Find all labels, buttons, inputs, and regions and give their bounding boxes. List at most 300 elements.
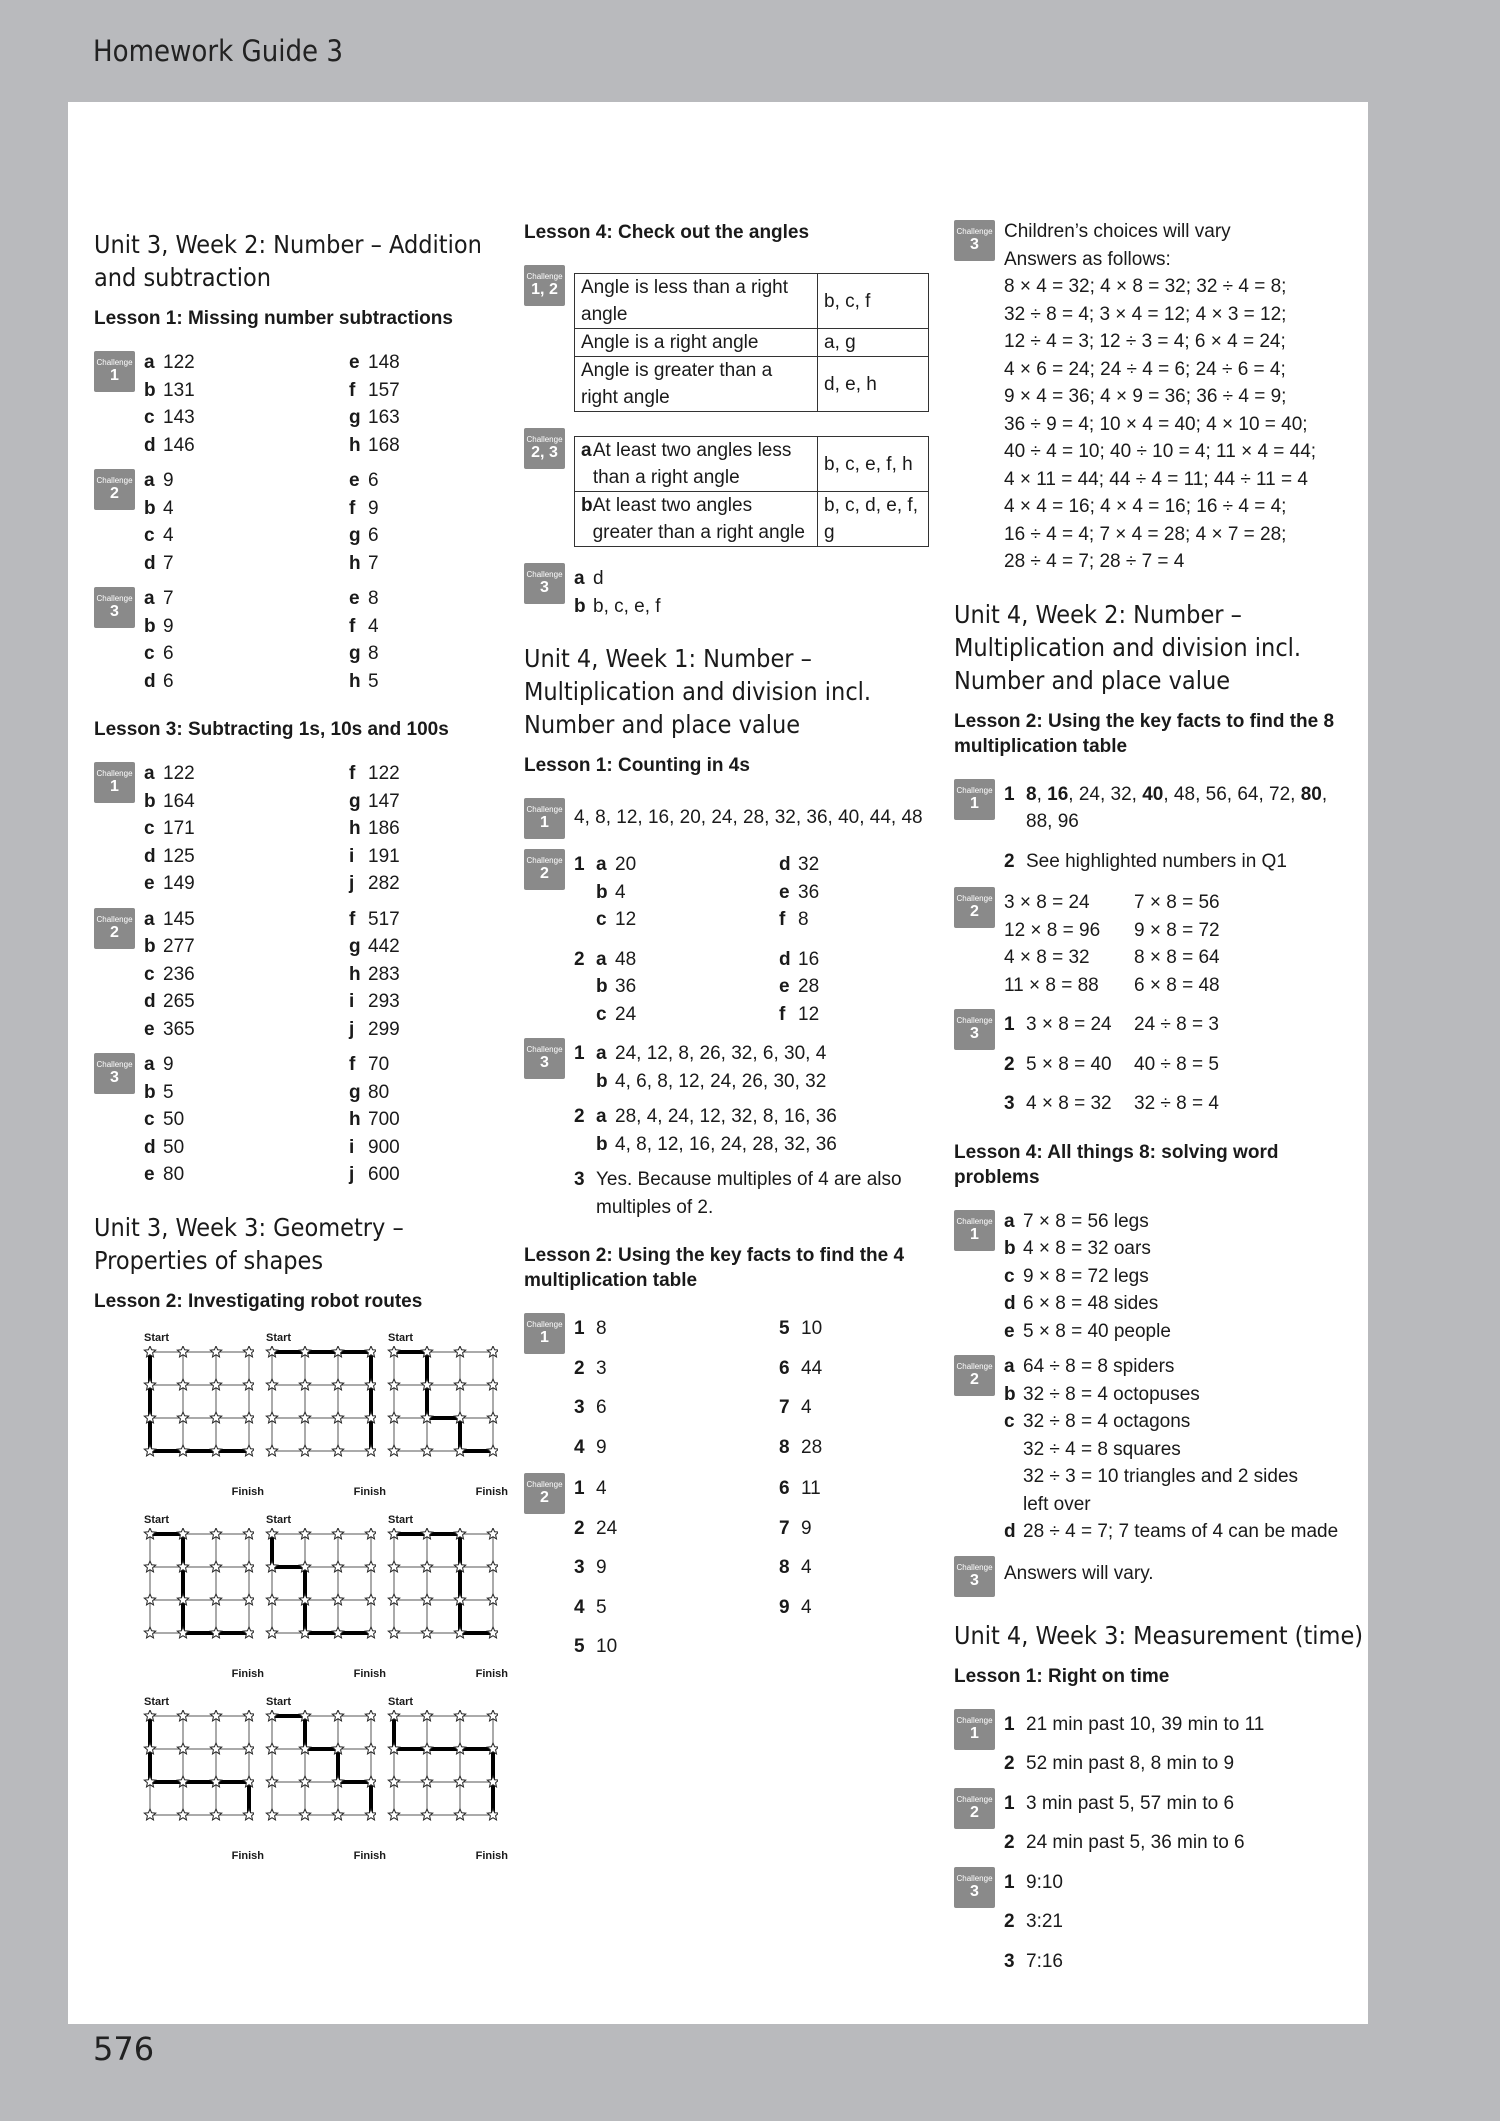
star-icon [454, 1710, 465, 1721]
answer-part: 40 [1142, 783, 1164, 805]
answer-value: 7:16 [1026, 1950, 1063, 1972]
answer-item [1004, 1011, 1366, 1039]
lesson-1-answers [954, 1707, 1366, 1976]
badge-label: Challenge [956, 1873, 993, 1883]
answer-label: a [596, 1106, 607, 1127]
answer-label: e [144, 1018, 155, 1040]
star-icon [243, 1379, 254, 1390]
table-cell: Angle is less than a right angle [575, 274, 818, 329]
answer-value: 4 [596, 1478, 607, 1499]
answer-item [349, 640, 494, 668]
answer-label: b [574, 595, 586, 617]
answer-label: h [349, 818, 361, 839]
answer-label: 1 [1004, 1792, 1015, 1814]
answer-item [596, 1040, 826, 1068]
answer-label: a [581, 440, 592, 461]
route-grid-svg [386, 1346, 498, 1482]
answer-item [349, 1161, 494, 1189]
star-icon [144, 1561, 155, 1572]
answer-item [1004, 1290, 1366, 1318]
answer-part: , [1036, 783, 1048, 805]
star-icon [266, 1346, 277, 1357]
column-2 [524, 220, 936, 1669]
lesson-heading: Lesson 1: Missing number subtractions [94, 308, 453, 329]
start-label: Start [266, 1331, 292, 1344]
table-cell: Angle is a right angle [575, 329, 818, 357]
answer-item [596, 973, 779, 1001]
answer-value: 48 [615, 948, 637, 970]
star-icon [299, 1809, 310, 1820]
answer-item [349, 404, 494, 432]
answer-value: 186 [368, 818, 400, 839]
answer-label: a [144, 908, 155, 930]
route-grid-svg [264, 1710, 376, 1846]
challenge-badge [94, 469, 135, 510]
table-cell: b, c, e, f, h [818, 437, 929, 492]
answer-item [574, 1394, 779, 1422]
star-icon [332, 1809, 343, 1820]
star-icon [266, 1379, 277, 1390]
answer-label: g [349, 790, 361, 812]
challenge-badge [954, 1867, 995, 1908]
answer-item [1004, 944, 1366, 972]
challenge-block [94, 467, 494, 577]
lesson-1-answers [94, 349, 494, 695]
answer-value: 11 [801, 1478, 821, 1499]
star-icon [487, 1379, 498, 1390]
answer-value: 4 [368, 615, 379, 637]
answer-grid [144, 585, 494, 695]
robot-grid [264, 1695, 386, 1862]
answer-line: 12 ÷ 4 = 3; 12 ÷ 3 = 4; 6 × 4 = 24; [1004, 331, 1286, 352]
answer-label: b [1004, 1383, 1016, 1405]
answer-label: d [144, 670, 156, 692]
answer-line: 28 ÷ 4 = 7; 28 ÷ 7 = 4 [1004, 551, 1185, 572]
challenge-block [94, 760, 494, 898]
challenge-badge: Challenge 3 [954, 1009, 995, 1050]
answer-label: a [596, 948, 607, 970]
finish-label: Finish [231, 1485, 264, 1498]
answer-item [144, 640, 349, 668]
answer-value: 8 [368, 588, 379, 609]
answer-label: h [349, 552, 361, 574]
answer-value: 44 [801, 1357, 823, 1379]
answer-label [1004, 1463, 1023, 1491]
answer-body [144, 906, 494, 1044]
answer-item [144, 1079, 349, 1107]
challenge-block [954, 1786, 1366, 1857]
answer-label: e [349, 352, 360, 373]
star-icon [299, 1710, 310, 1721]
start-label: Start [144, 1695, 170, 1708]
answer-label: g [349, 407, 361, 428]
star-icon [299, 1346, 310, 1357]
answer-item [1004, 1790, 1366, 1818]
question-parts [596, 1103, 837, 1158]
star-icon [487, 1561, 498, 1572]
star-icon [421, 1627, 432, 1638]
unit-heading: Unit 4, Week 1: Number – Multiplication and division incl. Number and place value [524, 644, 872, 739]
answer-item [349, 843, 494, 871]
table-cell: b, c, d, e, f, g [818, 492, 929, 547]
question-number: 1 [574, 854, 585, 875]
answer-text: Answers will vary. [1004, 1562, 1154, 1584]
answer-item [144, 1106, 349, 1134]
star-icon [487, 1776, 498, 1787]
answer-item [596, 1131, 837, 1159]
answer-value: 28 [798, 976, 820, 997]
answer-value: 32 ÷ 4 = 8 squares [1023, 1438, 1181, 1460]
answer-value: 32 [798, 854, 820, 875]
star-icon [177, 1561, 188, 1572]
answer-value: 4, 8, 12, 16, 24, 28, 32, 36 [615, 1133, 837, 1155]
answer-item [1004, 917, 1366, 945]
answer-item [144, 961, 349, 989]
star-icon [210, 1528, 221, 1539]
star-icon [144, 1594, 155, 1605]
answer-label: b [581, 495, 593, 516]
star-icon [388, 1627, 399, 1638]
answer-item [144, 815, 349, 843]
answer-item [779, 1515, 936, 1543]
answer-value: 4 [163, 525, 174, 546]
answer-label: c [596, 1003, 607, 1025]
answer-item [779, 851, 936, 879]
challenge-badge: Challenge 2 [954, 887, 995, 928]
challenge-block [94, 585, 494, 695]
answer-item [144, 495, 349, 523]
answer-value: 80 [368, 1081, 390, 1103]
star-icon [243, 1412, 254, 1423]
lesson-heading: Lesson 2: Using the key facts to find the 4 multiplication table [524, 1245, 905, 1291]
challenge-block [954, 1865, 1366, 1976]
answer-text: Yes. Because multiples of 4 are also [596, 1169, 902, 1190]
star-icon [210, 1445, 221, 1456]
answer-item [1004, 889, 1366, 917]
challenge-block: Challenge 3 1 a 24, 12, 8, 26, 32, 6, 30, 4 b 4, 6, 8, 12, 24, 26, 30, 32 2 a 28, 4, 24, 12, 32, 8, 16, 36 b 4, 8, 12, 16, 24, 28, 32, 36 3 Yes. Because multiples of 4 are also multiples of 2. [524, 1036, 936, 1221]
finish-label: Finish [353, 1849, 386, 1862]
star-icon [266, 1561, 277, 1572]
question-number: 2 [574, 1106, 585, 1127]
answer-value: 8 × 8 = 64 [1134, 947, 1220, 968]
answer-label: e [144, 873, 155, 894]
answer-item [779, 1001, 936, 1029]
badge-label: Challenge [96, 1060, 133, 1069]
answer-label: h [349, 670, 361, 692]
answer-item [349, 377, 494, 405]
star-icon [177, 1809, 188, 1820]
answer-label: j [349, 1018, 355, 1040]
finish-label: Finish [475, 1667, 508, 1680]
answer-grid [144, 1051, 494, 1189]
answer-item [574, 565, 936, 593]
answer-label: b [596, 1133, 608, 1155]
answer-item [144, 788, 349, 816]
star-icon [299, 1412, 310, 1423]
challenge-block [94, 349, 494, 459]
star-icon [421, 1412, 432, 1423]
answer-label: a [1004, 1356, 1015, 1377]
answer-value: 11 × 8 = 88 [1004, 974, 1099, 996]
star-icon [210, 1743, 221, 1754]
answer-value: 148 [368, 352, 400, 373]
answer-label: 2 [1004, 1832, 1015, 1853]
answer-value: 7 [163, 588, 174, 609]
star-icon [299, 1776, 310, 1787]
answer-value: 28 [801, 1436, 823, 1458]
column-3 [954, 218, 1366, 1983]
answer-value: 900 [368, 1136, 400, 1158]
answer-value: 10 [801, 1318, 823, 1339]
answer-item [144, 1161, 349, 1189]
answer-label: c [144, 963, 155, 985]
star-icon [421, 1809, 432, 1820]
challenge-badge: Challenge 2, 3 [524, 428, 565, 469]
star-icon [388, 1809, 399, 1820]
answer-value: 9 [596, 1436, 607, 1458]
answer-label: 3 [574, 1397, 585, 1418]
answer-value: 4 [801, 1397, 812, 1418]
star-icon [388, 1379, 399, 1390]
badge-number: 1 [970, 1724, 979, 1742]
answer-item [144, 843, 349, 871]
unit-heading: Unit 3, Week 3: Geometry – Properties of shapes [94, 1212, 404, 1275]
answer-body [144, 585, 494, 695]
star-icon [243, 1561, 254, 1572]
answer-item [779, 879, 936, 907]
table-cell: d, e, h [818, 357, 929, 412]
answer-label: d [1004, 1521, 1016, 1542]
star-icon [487, 1445, 498, 1456]
star-icon [421, 1776, 432, 1787]
star-icon [210, 1809, 221, 1820]
answer-item [144, 467, 349, 495]
answer-item [1004, 1235, 1366, 1263]
star-icon [299, 1594, 310, 1605]
answer-label: e [349, 470, 360, 491]
answer-label: 3 [1004, 1093, 1015, 1114]
answer-item [1004, 1518, 1366, 1546]
answer-value: 9 × 8 = 72 legs [1023, 1265, 1149, 1287]
challenge-badge [94, 762, 135, 803]
answer-item [349, 815, 494, 843]
answer-label: i [349, 845, 355, 867]
star-icon [365, 1445, 376, 1456]
answer-label: a [144, 470, 155, 491]
answer-item [779, 1633, 936, 1661]
badge-number: 2 [970, 1803, 979, 1821]
star-icon [454, 1594, 465, 1605]
star-icon [388, 1710, 399, 1721]
answer-line: 4 × 4 = 16; 4 × 4 = 16; 16 ÷ 4 = 4; [1004, 496, 1287, 517]
star-icon [421, 1346, 432, 1357]
star-icon [365, 1627, 376, 1638]
answer-item [349, 550, 494, 578]
star-icon [365, 1561, 376, 1572]
answer-item [1004, 1051, 1366, 1079]
table-item [581, 492, 811, 546]
challenge-badge: Challenge 3 [954, 220, 995, 261]
question [574, 851, 936, 934]
badge-number: 3 [110, 1069, 119, 1086]
answer-value: 32 ÷ 8 = 4 octagons [1023, 1411, 1191, 1432]
answer-item [349, 788, 494, 816]
star-icon [421, 1528, 432, 1539]
answer-item [349, 467, 494, 495]
star-icon [144, 1743, 155, 1754]
robot-grid [386, 1695, 508, 1862]
star-icon [243, 1710, 254, 1721]
answer-label: d [779, 854, 791, 875]
challenge-badge: Challenge 1, 2 [524, 265, 565, 306]
answer-label: c [596, 909, 607, 930]
answer-label: d [144, 845, 156, 867]
answer-item [349, 613, 494, 641]
answer-body [144, 1051, 494, 1189]
answer-item [349, 349, 494, 377]
answer-body [1004, 1869, 1366, 1976]
answer-label: 3 [574, 1557, 585, 1578]
answer-value: 149 [163, 873, 195, 894]
star-icon [243, 1627, 254, 1638]
answer-value: 7 [368, 552, 379, 574]
robot-grid [386, 1513, 508, 1680]
star-icon [421, 1561, 432, 1572]
star-icon [332, 1445, 343, 1456]
answer-value: 265 [163, 991, 195, 1012]
answer-label: g [349, 643, 361, 664]
answer-value: 145 [163, 908, 195, 930]
answer-label [1004, 1491, 1023, 1519]
star-icon [266, 1445, 277, 1456]
answer-label: 1 [1004, 1871, 1015, 1893]
challenge-block [954, 1707, 1366, 1778]
answer-value: 5 [368, 670, 379, 692]
star-icon [487, 1594, 498, 1605]
answer-item [349, 1134, 494, 1162]
star-icon [177, 1776, 188, 1787]
answer-item [1004, 1869, 1366, 1897]
answer-value: 171 [163, 818, 195, 839]
answer-text [1026, 781, 1327, 809]
star-icon [454, 1627, 465, 1638]
answer-label: b [596, 881, 608, 903]
challenge-badge: Challenge 2 [524, 1473, 565, 1514]
lesson-heading: Lesson 1: Right on time [954, 1665, 1170, 1687]
table-cell: Angle is greater than a right angle [575, 357, 818, 412]
answer-label: f [779, 909, 786, 930]
answer-item [1004, 1908, 1366, 1936]
star-icon [365, 1594, 376, 1605]
finish-label: Finish [475, 1849, 508, 1862]
answer-part: 80 [1300, 783, 1322, 805]
answer-item [779, 1315, 936, 1343]
start-label: Start [388, 1695, 414, 1708]
star-icon [144, 1412, 155, 1423]
robot-routes [142, 1331, 508, 1862]
answer-value: 164 [163, 790, 195, 812]
answer-value: 10 [596, 1636, 618, 1657]
answer-label: 1 [574, 1318, 585, 1339]
star-icon [332, 1594, 343, 1605]
badge-number: 2 [110, 923, 119, 941]
question-parts [596, 1040, 826, 1095]
question [574, 1040, 936, 1095]
answer-value: 8 [596, 1318, 607, 1339]
answer-item [1004, 1750, 1366, 1778]
robot-grid [264, 1513, 386, 1680]
answer-value: 50 [163, 1109, 185, 1130]
answer-value: 3 [596, 1357, 607, 1379]
answer-item [349, 988, 494, 1016]
star-icon [487, 1346, 498, 1357]
answer-item [349, 522, 494, 550]
challenge-block [954, 1554, 1366, 1597]
star-icon [144, 1776, 155, 1787]
table-cell: b, c, f [818, 274, 929, 329]
answer-body [1004, 1790, 1366, 1857]
answer-label: c [144, 407, 155, 428]
star-icon [421, 1445, 432, 1456]
challenge-block [954, 885, 1366, 999]
answer-label: a [144, 763, 155, 784]
column-1 [94, 228, 508, 1862]
answer-value: 122 [163, 352, 195, 373]
answer-value: 283 [368, 963, 400, 985]
challenge-badge: Challenge 3 [524, 1038, 565, 1079]
star-icon [487, 1412, 498, 1423]
star-icon [210, 1561, 221, 1572]
answer-label: b [596, 1070, 608, 1092]
star-icon [332, 1743, 343, 1754]
answer-value: 6 [368, 470, 379, 491]
answer-part: 8 [1026, 783, 1037, 805]
answer-label: d [144, 991, 156, 1012]
start-label: Start [266, 1695, 292, 1708]
robot-grid [142, 1695, 264, 1862]
answer-item [144, 349, 349, 377]
robot-grid [142, 1513, 264, 1680]
answer-label: 4 [574, 1596, 585, 1618]
answer-label: d [144, 1136, 156, 1158]
answer-label: c [144, 525, 155, 546]
answer-label: 7 [779, 1397, 790, 1418]
answer-value: 4 × 8 = 32 [1004, 947, 1090, 968]
challenge-badge [94, 587, 135, 628]
star-icon [177, 1445, 188, 1456]
answer-label: 5 [574, 1636, 585, 1657]
answer-label: f [349, 1054, 356, 1075]
answer-label: e [144, 1164, 155, 1185]
answer-grid [596, 851, 936, 934]
answer-item [779, 1554, 936, 1582]
challenge-badge [94, 351, 135, 392]
answer-item [779, 1434, 936, 1462]
answer-value: 517 [368, 908, 400, 930]
challenge-block [94, 906, 494, 1044]
star-icon [332, 1561, 343, 1572]
challenge-block [524, 796, 936, 839]
answer-label: h [349, 1109, 361, 1130]
answer-item [779, 973, 936, 1001]
answer-label: h [349, 434, 361, 456]
answer-item [1004, 1463, 1366, 1491]
answer-value: 6 [163, 670, 174, 692]
answer-item [144, 522, 349, 550]
answer-item [1004, 1711, 1366, 1739]
answer-line: 40 ÷ 4 = 10; 40 ÷ 10 = 4; 11 × 4 = 44; [1004, 441, 1317, 462]
star-icon [299, 1528, 310, 1539]
